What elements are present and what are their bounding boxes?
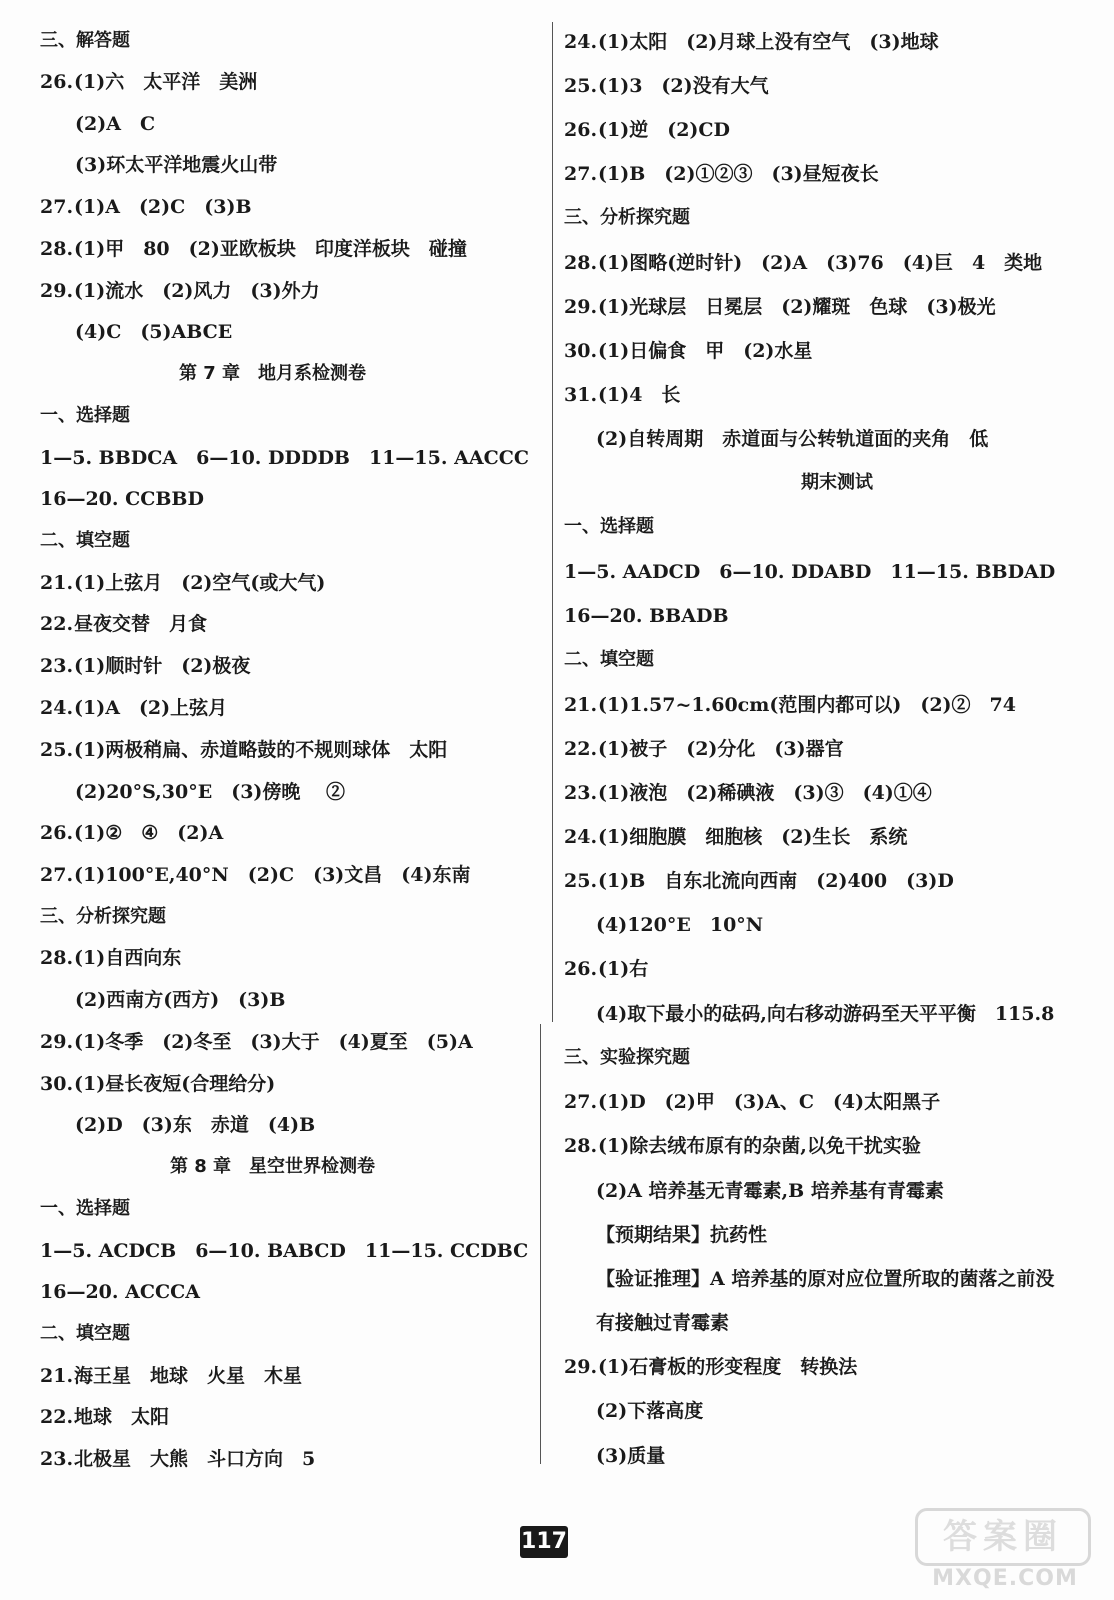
answer-line: (2)20°S,30°E (3)傍晚 ② — [75, 781, 346, 803]
answer-line: (2)自转周期 赤道面与公转轨道面的夹角 低 — [596, 428, 989, 450]
answer-text: (1)3 (2)没有大气 — [598, 75, 769, 97]
answer-line: (4)120°E 10°N — [596, 914, 764, 936]
answer-text: (1)1.57~1.60cm(范围内都可以) (2)② 74 — [598, 694, 1016, 716]
question-number: 28. — [564, 252, 598, 274]
answer-line — [564, 693, 1016, 717]
question-number: 27. — [40, 864, 74, 886]
answer-line: 16—20. CCBBD — [40, 488, 204, 510]
answer-line — [564, 118, 730, 142]
question-number: 29. — [564, 296, 598, 318]
question-number: 26. — [40, 71, 74, 93]
answer-line — [40, 612, 207, 636]
answer-line: 16—20. ACCCA — [40, 1281, 200, 1303]
answer-text: (1)液泡 (2)稀碘液 (3)③ (4)①④ — [598, 782, 932, 804]
answer-line — [564, 74, 769, 98]
answer-text: (1)石膏板的形变程度 转换法 — [598, 1356, 858, 1378]
answer-line — [40, 1364, 302, 1388]
answer-line — [40, 1030, 473, 1054]
question-number: 24. — [40, 697, 74, 719]
answer-text: (1)B (2)①②③ (3)昼短夜长 — [598, 163, 879, 185]
answer-text: (1)流水 (2)风力 (3)外力 — [74, 280, 320, 302]
answer-text: (1)逆 (2)CD — [598, 119, 730, 141]
answer-text: 地球 太阳 — [74, 1406, 170, 1428]
answer-line — [564, 295, 996, 319]
answer-line — [40, 738, 447, 762]
answer-line — [40, 1405, 169, 1429]
question-number: 22. — [564, 738, 598, 760]
answer-line: 1—5. AADCD 6—10. DDABD 11—15. BBDAD — [564, 561, 1056, 583]
answer-line — [40, 821, 223, 845]
answer-line: 16—20. BBADB — [564, 605, 729, 627]
answer-line — [564, 251, 1042, 275]
question-number: 23. — [564, 782, 598, 804]
question-number: 22. — [40, 1406, 74, 1428]
watermark-logo: 答案圈 — [915, 1508, 1091, 1566]
answer-line — [40, 1072, 275, 1096]
answer-line: 1—5. BBDCA 6—10. DDDDB 11—15. AACCC — [40, 447, 529, 469]
section-heading: 一、选择题 — [40, 405, 130, 426]
answer-line: (2)D (3)东 赤道 (4)B — [75, 1114, 316, 1136]
question-number: 27. — [40, 196, 74, 218]
section-heading: 二、填空题 — [40, 1323, 130, 1344]
answer-text: (1)图略(逆时针) (2)A (3)76 (4)巨 4 类地 — [598, 252, 1043, 274]
answer-text: (1)顺时针 (2)极夜 — [74, 655, 251, 677]
question-number: 29. — [564, 1356, 598, 1378]
section-heading: 一、选择题 — [564, 516, 654, 537]
answer-line — [40, 696, 227, 720]
column-divider-top — [552, 22, 553, 1022]
answer-text: 昼夜交替 月食 — [74, 613, 208, 635]
answer-line: 【预期结果】抗药性 — [596, 1224, 768, 1246]
question-number: 30. — [40, 1073, 74, 1095]
question-number: 28. — [564, 1135, 598, 1157]
question-number: 30. — [564, 340, 598, 362]
question-number: 28. — [40, 947, 74, 969]
question-number: 29. — [40, 280, 74, 302]
answer-line — [564, 957, 648, 981]
answer-text: (1)被子 (2)分化 (3)器官 — [598, 738, 844, 760]
question-number: 28. — [40, 238, 74, 260]
answer-line — [40, 70, 257, 94]
answer-text: (1)两极稍扁、赤道略鼓的不规则球体 太阳 — [74, 739, 448, 761]
answer-text: (1)昼长夜短(合理给分) — [74, 1073, 276, 1095]
column-divider-bottom — [540, 1024, 541, 1464]
answer-line: (2)西南方(西方) (3)B — [75, 989, 286, 1011]
answer-text: (1)光球层 日冕层 (2)耀斑 色球 (3)极光 — [598, 296, 996, 318]
answer-line: 【验证推理】A 培养基的原对应位置所取的菌落之前没 — [596, 1268, 1055, 1290]
answer-text: (1)右 — [598, 958, 649, 980]
answer-line — [564, 30, 939, 54]
answer-line — [40, 195, 252, 219]
question-number: 26. — [564, 119, 598, 141]
answer-line — [564, 162, 879, 186]
answer-line: (2)A 培养基无青霉素,B 培养基有青霉素 — [596, 1180, 944, 1202]
chapter-title: 第 8 章 星空世界检测卷 — [169, 1156, 376, 1177]
answer-line: (2)A C — [75, 113, 156, 135]
answer-line — [40, 946, 181, 970]
answer-line: 1—5. ACDCB 6—10. BABCD 11—15. CCDBC — [40, 1240, 529, 1262]
section-heading: 三、分析探究题 — [40, 906, 166, 927]
question-number: 25. — [40, 739, 74, 761]
question-number: 23. — [40, 655, 74, 677]
question-number: 29. — [40, 1031, 74, 1053]
answer-line — [564, 339, 812, 363]
chapter-title: 第 7 章 地月系检测卷 — [178, 363, 367, 384]
question-number: 21. — [564, 694, 598, 716]
answer-line — [40, 1447, 315, 1471]
question-number: 25. — [564, 870, 598, 892]
question-number: 23. — [40, 1448, 74, 1470]
question-number: 26. — [40, 822, 74, 844]
page-number: 117 — [520, 1526, 568, 1558]
answer-line — [40, 237, 467, 261]
answer-line: (2)下落高度 — [596, 1400, 704, 1422]
answer-line — [564, 825, 907, 849]
answer-text: 海王星 地球 火星 木星 — [74, 1365, 303, 1387]
answer-text: (1)② ④ (2)A — [74, 822, 224, 844]
answer-line — [564, 781, 932, 805]
answer-text: (1)甲 80 (2)亚欧板块 印度洋板块 碰撞 — [74, 238, 467, 260]
answer-text: (1)A (2)C (3)B — [74, 196, 252, 218]
section-heading: 三、分析探究题 — [564, 207, 690, 228]
answer-text: (1)上弦月 (2)空气(或大气) — [74, 572, 326, 594]
question-number: 27. — [564, 1091, 598, 1113]
answer-line — [40, 571, 325, 595]
answer-line — [564, 383, 680, 407]
answer-line — [564, 1090, 940, 1114]
answer-line: 有接触过青霉素 — [596, 1312, 730, 1334]
answer-text: (1)细胞膜 细胞核 (2)生长 系统 — [598, 826, 908, 848]
question-number: 24. — [564, 826, 598, 848]
question-number: 22. — [40, 613, 74, 635]
answer-line: (3)质量 — [596, 1445, 666, 1467]
answer-line — [40, 279, 320, 303]
answer-line — [564, 1134, 921, 1158]
answer-line — [564, 869, 954, 893]
section-heading: 二、填空题 — [40, 530, 130, 551]
answer-line — [564, 1355, 857, 1379]
answer-text: (1)100°E,40°N (2)C (3)文昌 (4)东南 — [74, 864, 471, 886]
answer-text: (1)冬季 (2)冬至 (3)大于 (4)夏至 (5)A — [74, 1031, 473, 1053]
question-number: 27. — [564, 163, 598, 185]
answer-text: 北极星 大熊 斗口方向 5 — [74, 1448, 316, 1470]
watermark-url: MXQE.COM — [932, 1566, 1078, 1591]
answer-text: (1)自西向东 — [74, 947, 182, 969]
question-number: 24. — [564, 31, 598, 53]
section-heading: 三、实验探究题 — [564, 1047, 690, 1068]
answer-line — [40, 654, 250, 678]
answer-line: (3)环太平洋地震火山带 — [75, 154, 278, 176]
question-number: 26. — [564, 958, 598, 980]
section-heading: 一、选择题 — [40, 1198, 130, 1219]
answer-text: (1)日偏食 甲 (2)水星 — [598, 340, 813, 362]
answer-text: (1)六 太平洋 美洲 — [74, 71, 258, 93]
question-number: 25. — [564, 75, 598, 97]
answer-text: (1)4 长 — [598, 384, 681, 406]
question-number: 21. — [40, 1365, 74, 1387]
question-number: 21. — [40, 572, 74, 594]
watermark — [905, 1508, 1105, 1596]
answer-text: (1)D (2)甲 (3)A、C (4)太阳黑子 — [598, 1091, 941, 1113]
answer-text: (1)A (2)上弦月 — [74, 697, 228, 719]
answer-line: (4)C (5)ABCE — [75, 321, 233, 343]
question-number: 31. — [564, 384, 598, 406]
answer-line — [564, 737, 844, 761]
answer-line: (4)取下最小的砝码,向右移动游码至天平平衡 115.8 — [596, 1003, 1055, 1025]
chapter-title: 期末测试 — [801, 472, 873, 493]
answer-text: (1)太阳 (2)月球上没有空气 (3)地球 — [598, 31, 939, 53]
answer-line — [40, 863, 471, 887]
section-heading: 三、解答题 — [40, 30, 130, 51]
answer-text: (1)除去绒布原有的杂菌,以免干扰实验 — [598, 1135, 921, 1157]
section-heading: 二、填空题 — [564, 649, 654, 670]
answer-text: (1)B 自东北流向西南 (2)400 (3)D — [598, 870, 954, 892]
